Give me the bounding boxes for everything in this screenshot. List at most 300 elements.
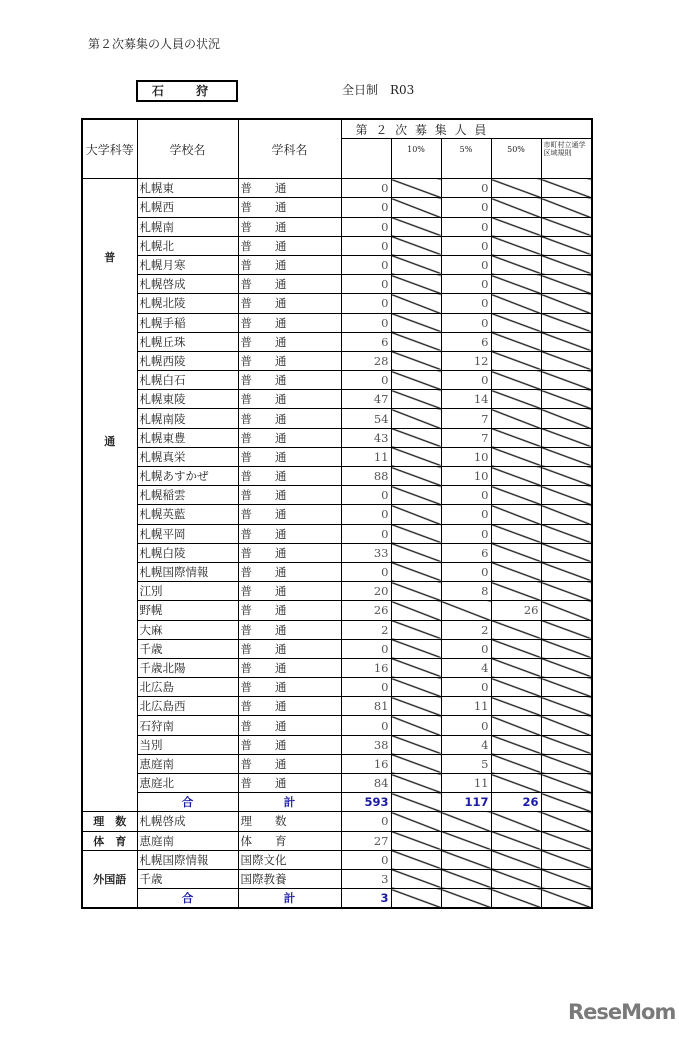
dept-name: 普 通 (238, 524, 341, 543)
recruit-total: 0 (341, 236, 391, 255)
recruit-municipal-blank (541, 524, 592, 543)
recruit-total: 11 (341, 447, 391, 466)
school-name: 札幌啓成 (137, 812, 238, 831)
recruit-50pct-blank (491, 409, 541, 428)
recruit-10pct-blank (391, 390, 441, 409)
recruit-total: 88 (341, 467, 391, 486)
table-row (82, 332, 592, 351)
table-row (82, 869, 592, 888)
recruit-10pct-blank (391, 486, 441, 505)
total-50pct: 26 (491, 793, 541, 812)
table-row (82, 428, 592, 447)
recruit-total: 84 (341, 774, 391, 793)
region-label: 石 狩 (136, 80, 238, 102)
recruit-municipal-blank (541, 255, 592, 274)
category-science: 理 数 (82, 812, 137, 831)
recruit-5pct: 0 (441, 236, 491, 255)
dept-name: 普 通 (238, 275, 341, 294)
table-row (82, 562, 592, 581)
dept-name: 普 通 (238, 754, 341, 773)
recruit-50pct-blank (491, 428, 541, 447)
recruit-50pct-blank (491, 582, 541, 601)
dept-name: 普 通 (238, 505, 341, 524)
school-name: 野幌 (137, 601, 238, 620)
recruit-blank (391, 812, 441, 831)
recruit-total: 0 (341, 678, 391, 697)
school-name: 恵庭北 (137, 774, 238, 793)
dept-name: 普 通 (238, 774, 341, 793)
recruit-10pct-blank (391, 371, 441, 390)
school-name: 札幌北陵 (137, 294, 238, 313)
recruit-10pct-blank (391, 735, 441, 754)
total-label-1: 合 (137, 793, 238, 812)
recruit-5pct: 11 (441, 697, 491, 716)
school-name: 札幌白石 (137, 371, 238, 390)
table-row (82, 313, 592, 332)
school-name: 恵庭南 (137, 754, 238, 773)
dept-name: 普 通 (238, 294, 341, 313)
table-row (82, 255, 592, 274)
recruit-5pct: 12 (441, 351, 491, 370)
recruit-10pct-blank (391, 409, 441, 428)
total-row (82, 793, 592, 812)
school-name: 札幌平岡 (137, 524, 238, 543)
dept-name: 普 通 (238, 467, 341, 486)
header-total-blank (341, 139, 391, 179)
recruit-total: 28 (341, 351, 391, 370)
recruit-municipal-blank (541, 236, 592, 255)
dept-name: 普 通 (238, 562, 341, 581)
recruit-50pct-blank (491, 774, 541, 793)
table-row (82, 351, 592, 370)
recruit-blank (391, 850, 441, 869)
header-dept: 学科名 (238, 119, 341, 179)
recruit-10pct-blank (391, 697, 441, 716)
school-name: 札幌西陵 (137, 351, 238, 370)
recruit-10pct-blank (391, 198, 441, 217)
dept-name: 普 通 (238, 255, 341, 274)
recruit-municipal-blank (541, 735, 592, 754)
recruit-municipal-blank (541, 601, 592, 620)
recruit-total: 20 (341, 582, 391, 601)
dept-name: 普 通 (238, 601, 341, 620)
school-name: 札幌西 (137, 198, 238, 217)
school-name: 札幌手稲 (137, 313, 238, 332)
header-municipal: 市町村立通学区域規則 (541, 139, 592, 179)
recruit-50pct-blank (491, 351, 541, 370)
recruit-total: 0 (341, 294, 391, 313)
recruit-10pct-blank (391, 313, 441, 332)
table-row (82, 524, 592, 543)
recruit-total: 0 (341, 524, 391, 543)
recruit-blank (391, 831, 441, 850)
dept-name: 普 通 (238, 697, 341, 716)
dept-name: 普 通 (238, 428, 341, 447)
recruit-10pct-blank (391, 716, 441, 735)
school-name: 千歳 (137, 639, 238, 658)
school-name: 札幌東 (137, 179, 238, 198)
table-row (82, 812, 592, 831)
table-row (82, 179, 592, 198)
school-name: 札幌稲雲 (137, 486, 238, 505)
recruit-50pct-blank (491, 294, 541, 313)
recruit-5pct: 0 (441, 198, 491, 217)
recruit-blank (491, 812, 541, 831)
recruit-total: 43 (341, 428, 391, 447)
table-row (82, 505, 592, 524)
recruit-total: 3 (341, 869, 391, 888)
category-foreign: 外国語 (82, 850, 137, 908)
recruit-municipal-blank (541, 351, 592, 370)
recruit-total: 16 (341, 754, 391, 773)
school-name: 大麻 (137, 620, 238, 639)
recruit-10pct-blank (391, 255, 441, 274)
dept-name: 普 通 (238, 678, 341, 697)
dept-name: 普 通 (238, 620, 341, 639)
recruit-total: 16 (341, 658, 391, 677)
recruit-50pct-blank (491, 754, 541, 773)
dept-name: 普 通 (238, 735, 341, 754)
header-recruit: 第 ２ 次 募 集 人 員 (341, 119, 592, 139)
dept-name: 普 通 (238, 486, 341, 505)
table-row (82, 409, 592, 428)
school-name: 札幌南陵 (137, 409, 238, 428)
recruit-5pct: 0 (441, 179, 491, 198)
header-50pct: 50% (491, 139, 541, 179)
dept-name: 普 通 (238, 582, 341, 601)
recruit-municipal-blank (541, 313, 592, 332)
recruit-blank (541, 831, 592, 850)
recruit-municipal-blank (541, 332, 592, 351)
school-name: 札幌白陵 (137, 543, 238, 562)
recruit-10pct-blank (391, 562, 441, 581)
school-name: 札幌北 (137, 236, 238, 255)
dept-name: 国際文化 (238, 850, 341, 869)
table-row (82, 735, 592, 754)
recruit-10pct-blank (391, 754, 441, 773)
school-name: 千歳北陽 (137, 658, 238, 677)
recruit-municipal-blank (541, 678, 592, 697)
recruit-total: 0 (341, 812, 391, 831)
recruit-5pct: 0 (441, 371, 491, 390)
recruit-5pct: 14 (441, 390, 491, 409)
recruit-municipal-blank (541, 467, 592, 486)
recruit-total: 0 (341, 313, 391, 332)
table-row (82, 543, 592, 562)
school-name: 札幌国際情報 (137, 850, 238, 869)
recruit-5pct: 4 (441, 658, 491, 677)
header-school: 学校名 (137, 119, 238, 179)
category-pe: 体 育 (82, 831, 137, 850)
school-name: 江別 (137, 582, 238, 601)
recruit-5pct: 0 (441, 486, 491, 505)
recruit-50pct-blank (491, 639, 541, 658)
category-general-1: 普 (104, 251, 116, 265)
school-name: 札幌月寒 (137, 255, 238, 274)
dept-name: 国際教養 (238, 869, 341, 888)
recruit-10pct-blank (391, 179, 441, 198)
recruit-50pct-blank (491, 697, 541, 716)
recruit-blank (441, 869, 491, 888)
recruit-municipal-blank (541, 505, 592, 524)
recruit-total: 6 (341, 332, 391, 351)
recruit-5pct: 0 (441, 505, 491, 524)
recruit-10pct-blank (391, 524, 441, 543)
recruit-10pct-blank (391, 351, 441, 370)
table-row (82, 678, 592, 697)
recruit-total: 0 (341, 255, 391, 274)
recruit-10pct-blank (391, 275, 441, 294)
recruit-50pct-blank (491, 390, 541, 409)
recruit-50pct-blank (491, 524, 541, 543)
recruit-total: 33 (341, 543, 391, 562)
table-row (82, 639, 592, 658)
table-row (82, 236, 592, 255)
recruit-municipal-blank (541, 198, 592, 217)
dept-name: 普 通 (238, 198, 341, 217)
table-row (82, 582, 592, 601)
recruit-5pct: 0 (441, 294, 491, 313)
total-blank (491, 889, 541, 909)
recruit-50pct-blank (491, 620, 541, 639)
recruit-municipal-blank (541, 562, 592, 581)
recruit-5pct: 0 (441, 217, 491, 236)
recruit-municipal-blank (541, 409, 592, 428)
table-row (82, 658, 592, 677)
dept-name: 理 数 (238, 812, 341, 831)
recruit-5pct: 7 (441, 428, 491, 447)
table-row (82, 850, 592, 869)
dept-name: 普 通 (238, 543, 341, 562)
recruit-total: 0 (341, 198, 391, 217)
recruit-50pct-blank (491, 198, 541, 217)
school-name: 石狩南 (137, 716, 238, 735)
recruit-5pct: 8 (441, 582, 491, 601)
recruit-municipal-blank (541, 294, 592, 313)
recruit-10pct-blank (391, 639, 441, 658)
school-name: 札幌英藍 (137, 505, 238, 524)
recruit-50pct-blank (491, 562, 541, 581)
header-category: 大学科等 (82, 119, 137, 179)
recruit-5pct: 10 (441, 447, 491, 466)
table-row (82, 198, 592, 217)
recruit-50pct-blank (491, 505, 541, 524)
total-blank (541, 889, 592, 909)
category-general (82, 179, 137, 812)
recruit-50pct: 26 (491, 601, 541, 620)
recruit-10pct-blank (391, 217, 441, 236)
school-name: 北広島西 (137, 697, 238, 716)
table-row (82, 275, 592, 294)
table-row (82, 716, 592, 735)
resemom-logo: ReseMom (568, 1000, 676, 1024)
recruit-10pct-blank (391, 467, 441, 486)
table-row (82, 754, 592, 773)
total-label-2: 計 (238, 793, 341, 812)
school-name: 札幌啓成 (137, 275, 238, 294)
table-row (82, 294, 592, 313)
recruit-total: 27 (341, 831, 391, 850)
recruit-50pct-blank (491, 313, 541, 332)
recruit-municipal-blank (541, 620, 592, 639)
school-name: 札幌国際情報 (137, 562, 238, 581)
total-recruit: 593 (341, 793, 391, 812)
recruit-total: 26 (341, 601, 391, 620)
recruit-5pct: 10 (441, 467, 491, 486)
recruit-50pct-blank (491, 371, 541, 390)
total-5pct: 117 (441, 793, 491, 812)
table-row (82, 390, 592, 409)
recruit-total: 0 (341, 639, 391, 658)
header-10pct: 10% (391, 139, 441, 179)
recruit-5pct: 6 (441, 543, 491, 562)
page-title: 第２次募集の人員の状況 (88, 37, 221, 51)
recruit-5pct: 0 (441, 562, 491, 581)
recruit-10pct-blank (391, 294, 441, 313)
recruit-10pct-blank (391, 447, 441, 466)
dept-name: 普 通 (238, 179, 341, 198)
recruit-municipal-blank (541, 639, 592, 658)
school-name: 札幌東豊 (137, 428, 238, 447)
recruit-50pct-blank (491, 217, 541, 236)
dept-name: 普 通 (238, 639, 341, 658)
recruit-total: 2 (341, 620, 391, 639)
recruit-municipal-blank (541, 774, 592, 793)
recruit-5pct: 0 (441, 639, 491, 658)
recruit-10pct-blank (391, 658, 441, 677)
school-name: 札幌丘珠 (137, 332, 238, 351)
recruit-5pct: 7 (441, 409, 491, 428)
recruit-5pct: 5 (441, 754, 491, 773)
recruit-total: 0 (341, 850, 391, 869)
school-name: 札幌真栄 (137, 447, 238, 466)
table-row (82, 447, 592, 466)
dept-name: 普 通 (238, 716, 341, 735)
dept-name: 普 通 (238, 447, 341, 466)
total-blank (391, 889, 441, 909)
recruit-total: 0 (341, 179, 391, 198)
recruit-municipal-blank (541, 447, 592, 466)
recruit-10pct-blank (391, 601, 441, 620)
school-name: 札幌東陵 (137, 390, 238, 409)
recruit-5pct: 0 (441, 716, 491, 735)
recruit-50pct-blank (491, 447, 541, 466)
category-general-2: 通 (104, 435, 116, 449)
total-label-1: 合 (137, 889, 238, 909)
recruit-municipal-blank (541, 217, 592, 236)
recruit-50pct-blank (491, 735, 541, 754)
system-label: 全日制 R03 (342, 83, 415, 97)
recruit-5pct: 6 (441, 332, 491, 351)
header-5pct: 5% (441, 139, 491, 179)
table-row (82, 831, 592, 850)
recruit-blank (491, 869, 541, 888)
table-row (82, 697, 592, 716)
recruit-50pct-blank (491, 543, 541, 562)
recruit-50pct-blank (491, 255, 541, 274)
recruit-municipal-blank (541, 179, 592, 198)
recruit-total: 0 (341, 371, 391, 390)
table-row (82, 371, 592, 390)
recruit-municipal-blank (541, 543, 592, 562)
table-row (82, 486, 592, 505)
recruit-blank (491, 850, 541, 869)
recruit-50pct-blank (491, 486, 541, 505)
school-name: 札幌あすかぜ (137, 467, 238, 486)
total-row (82, 889, 592, 909)
dept-name: 普 通 (238, 236, 341, 255)
school-name: 札幌南 (137, 217, 238, 236)
recruit-municipal-blank (541, 390, 592, 409)
table-row (82, 774, 592, 793)
recruit-10pct-blank (391, 543, 441, 562)
dept-name: 普 通 (238, 217, 341, 236)
recruit-blank (541, 812, 592, 831)
recruit-municipal-blank (541, 428, 592, 447)
total-blank (441, 889, 491, 909)
table-row (82, 467, 592, 486)
recruit-10pct-blank (391, 428, 441, 447)
recruit-blank (541, 869, 592, 888)
recruit-municipal-blank (541, 716, 592, 735)
recruit-5pct: 0 (441, 678, 491, 697)
recruit-total: 0 (341, 562, 391, 581)
recruit-50pct-blank (491, 275, 541, 294)
recruit-total: 0 (341, 217, 391, 236)
recruit-municipal-blank (541, 582, 592, 601)
recruit-municipal-blank (541, 486, 592, 505)
recruit-total: 0 (341, 275, 391, 294)
dept-name: 普 通 (238, 313, 341, 332)
recruit-total: 38 (341, 735, 391, 754)
recruit-blank (441, 850, 491, 869)
recruit-10pct-blank (391, 332, 441, 351)
dept-name: 普 通 (238, 658, 341, 677)
recruit-50pct-blank (491, 467, 541, 486)
dept-name: 普 通 (238, 332, 341, 351)
recruit-5pct: 0 (441, 275, 491, 294)
dept-name: 普 通 (238, 371, 341, 390)
recruit-5pct-blank (441, 601, 491, 620)
school-name: 恵庭南 (137, 831, 238, 850)
recruit-municipal-blank (541, 275, 592, 294)
table-row (82, 601, 592, 620)
recruit-blank (391, 869, 441, 888)
recruit-municipal-blank (541, 371, 592, 390)
recruit-5pct: 4 (441, 735, 491, 754)
recruitment-table (81, 118, 593, 909)
recruit-50pct-blank (491, 716, 541, 735)
recruit-5pct: 0 (441, 255, 491, 274)
recruit-municipal-blank (541, 697, 592, 716)
dept-name: 普 通 (238, 390, 341, 409)
recruit-total: 0 (341, 486, 391, 505)
recruit-total: 47 (341, 390, 391, 409)
recruit-municipal-blank (541, 658, 592, 677)
recruit-municipal-blank (541, 754, 592, 773)
recruit-10pct-blank (391, 505, 441, 524)
recruit-10pct-blank (391, 582, 441, 601)
recruit-5pct: 0 (441, 313, 491, 332)
recruit-blank (441, 812, 491, 831)
total-recruit: 3 (341, 889, 391, 909)
total-label-2: 計 (238, 889, 341, 909)
recruit-10pct-blank (391, 236, 441, 255)
recruit-total: 0 (341, 505, 391, 524)
dept-name: 普 通 (238, 351, 341, 370)
school-name: 当別 (137, 735, 238, 754)
school-name: 北広島 (137, 678, 238, 697)
